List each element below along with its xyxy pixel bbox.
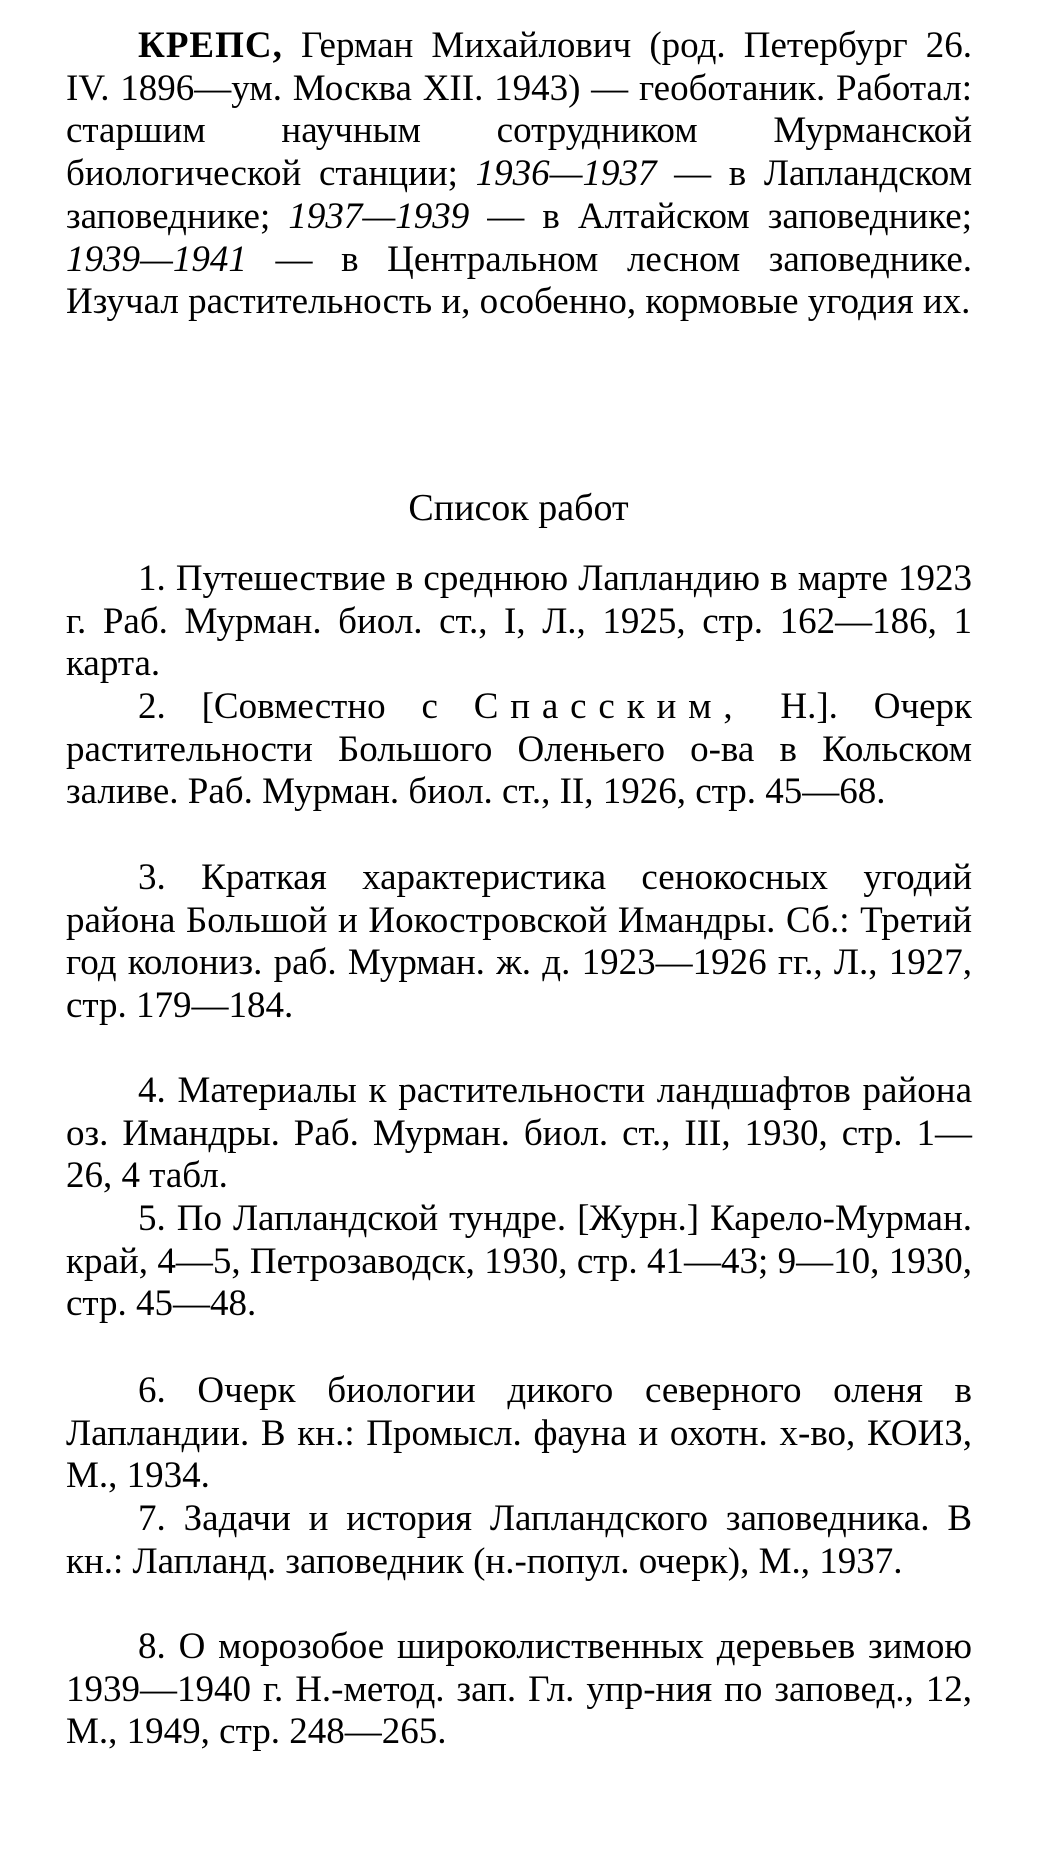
bio-years-3: 1939—1941 <box>66 238 247 280</box>
works-heading: Список работ <box>408 487 629 529</box>
work-2-coauthor: Спасским, <box>473 686 745 727</box>
work-item-6: 6. Очерк биологии дикого северного оленя в Лапландии. В кн.: Промысл. фауна и охотн. х-во, КОИЗ, М., 1934. <box>66 1370 972 1497</box>
bio-text-1: Герман Михайлович (род. Петербург 26. IV. 1896—ум. Москва XII. 1943) — геоботаник. Работал: старшим научным сотрудником Мурманской биологической станции; <box>66 25 972 195</box>
work-item-4: 4. Материалы к растительности ландшафтов района оз. Имандры. Раб. Мурман. биол. ст., III, 1930, стр. 1—26, 4 табл. <box>66 1070 972 1197</box>
bio-years-2: 1937—1939 <box>288 195 470 237</box>
bio-text-3: — в Алтайском заповеднике; <box>469 195 972 237</box>
bio-text-2: — в Лапландском заповеднике; <box>66 153 972 237</box>
biography-paragraph <box>66 25 972 324</box>
work-2-prefix: 2. [Совместно с <box>138 686 474 727</box>
work-2-text: Н.]. Очерк растительности Большого Оленьего о-ва в Кольском заливе. Раб. Мурман. биол. ст., II, 1926, стр. 45—68. <box>66 686 972 813</box>
work-item-7: 7. Задачи и история Лапландского заповедника. В кн.: Лапланд. заповедник (н.-попул. очерк), М., 1937. <box>66 1498 972 1582</box>
bio-text-4: — в Центральном лесном заповеднике. Изучал растительность и, особенно, кормовые угодия их. <box>66 238 972 323</box>
surname: КРЕПС, <box>138 25 283 66</box>
work-item-1: 1. Путешествие в среднюю Лапландию в марте 1923 г. Раб. Мурман. биол. ст., I, Л., 1925, стр. 162—186, 1 карта. <box>66 558 972 685</box>
work-item-3: 3. Краткая характеристика сенокосных угодий района Большой и Иокостровской Имандры. Сб.: Третий год колониз. раб. Мурман. ж. д. 1923—1926 гг., Л., 1927, стр. 179—184. <box>66 857 972 1027</box>
work-item-5: 5. По Лапландской тундре. [Журн.] Карело-Мурман. край, 4—5, Петрозаводск, 1930, стр. 41—43; 9—10, 1930, стр. 45—48. <box>66 1198 972 1325</box>
work-item-8: 8. О морозобое широколиственных деревьев зимою 1939—1940 г. Н.-метод. зап. Гл. упр-ния по заповед., 12, М., 1949, стр. 248—265. <box>66 1626 972 1753</box>
work-item-2 <box>66 686 972 814</box>
bio-years-1: 1936—1937 <box>475 153 657 195</box>
